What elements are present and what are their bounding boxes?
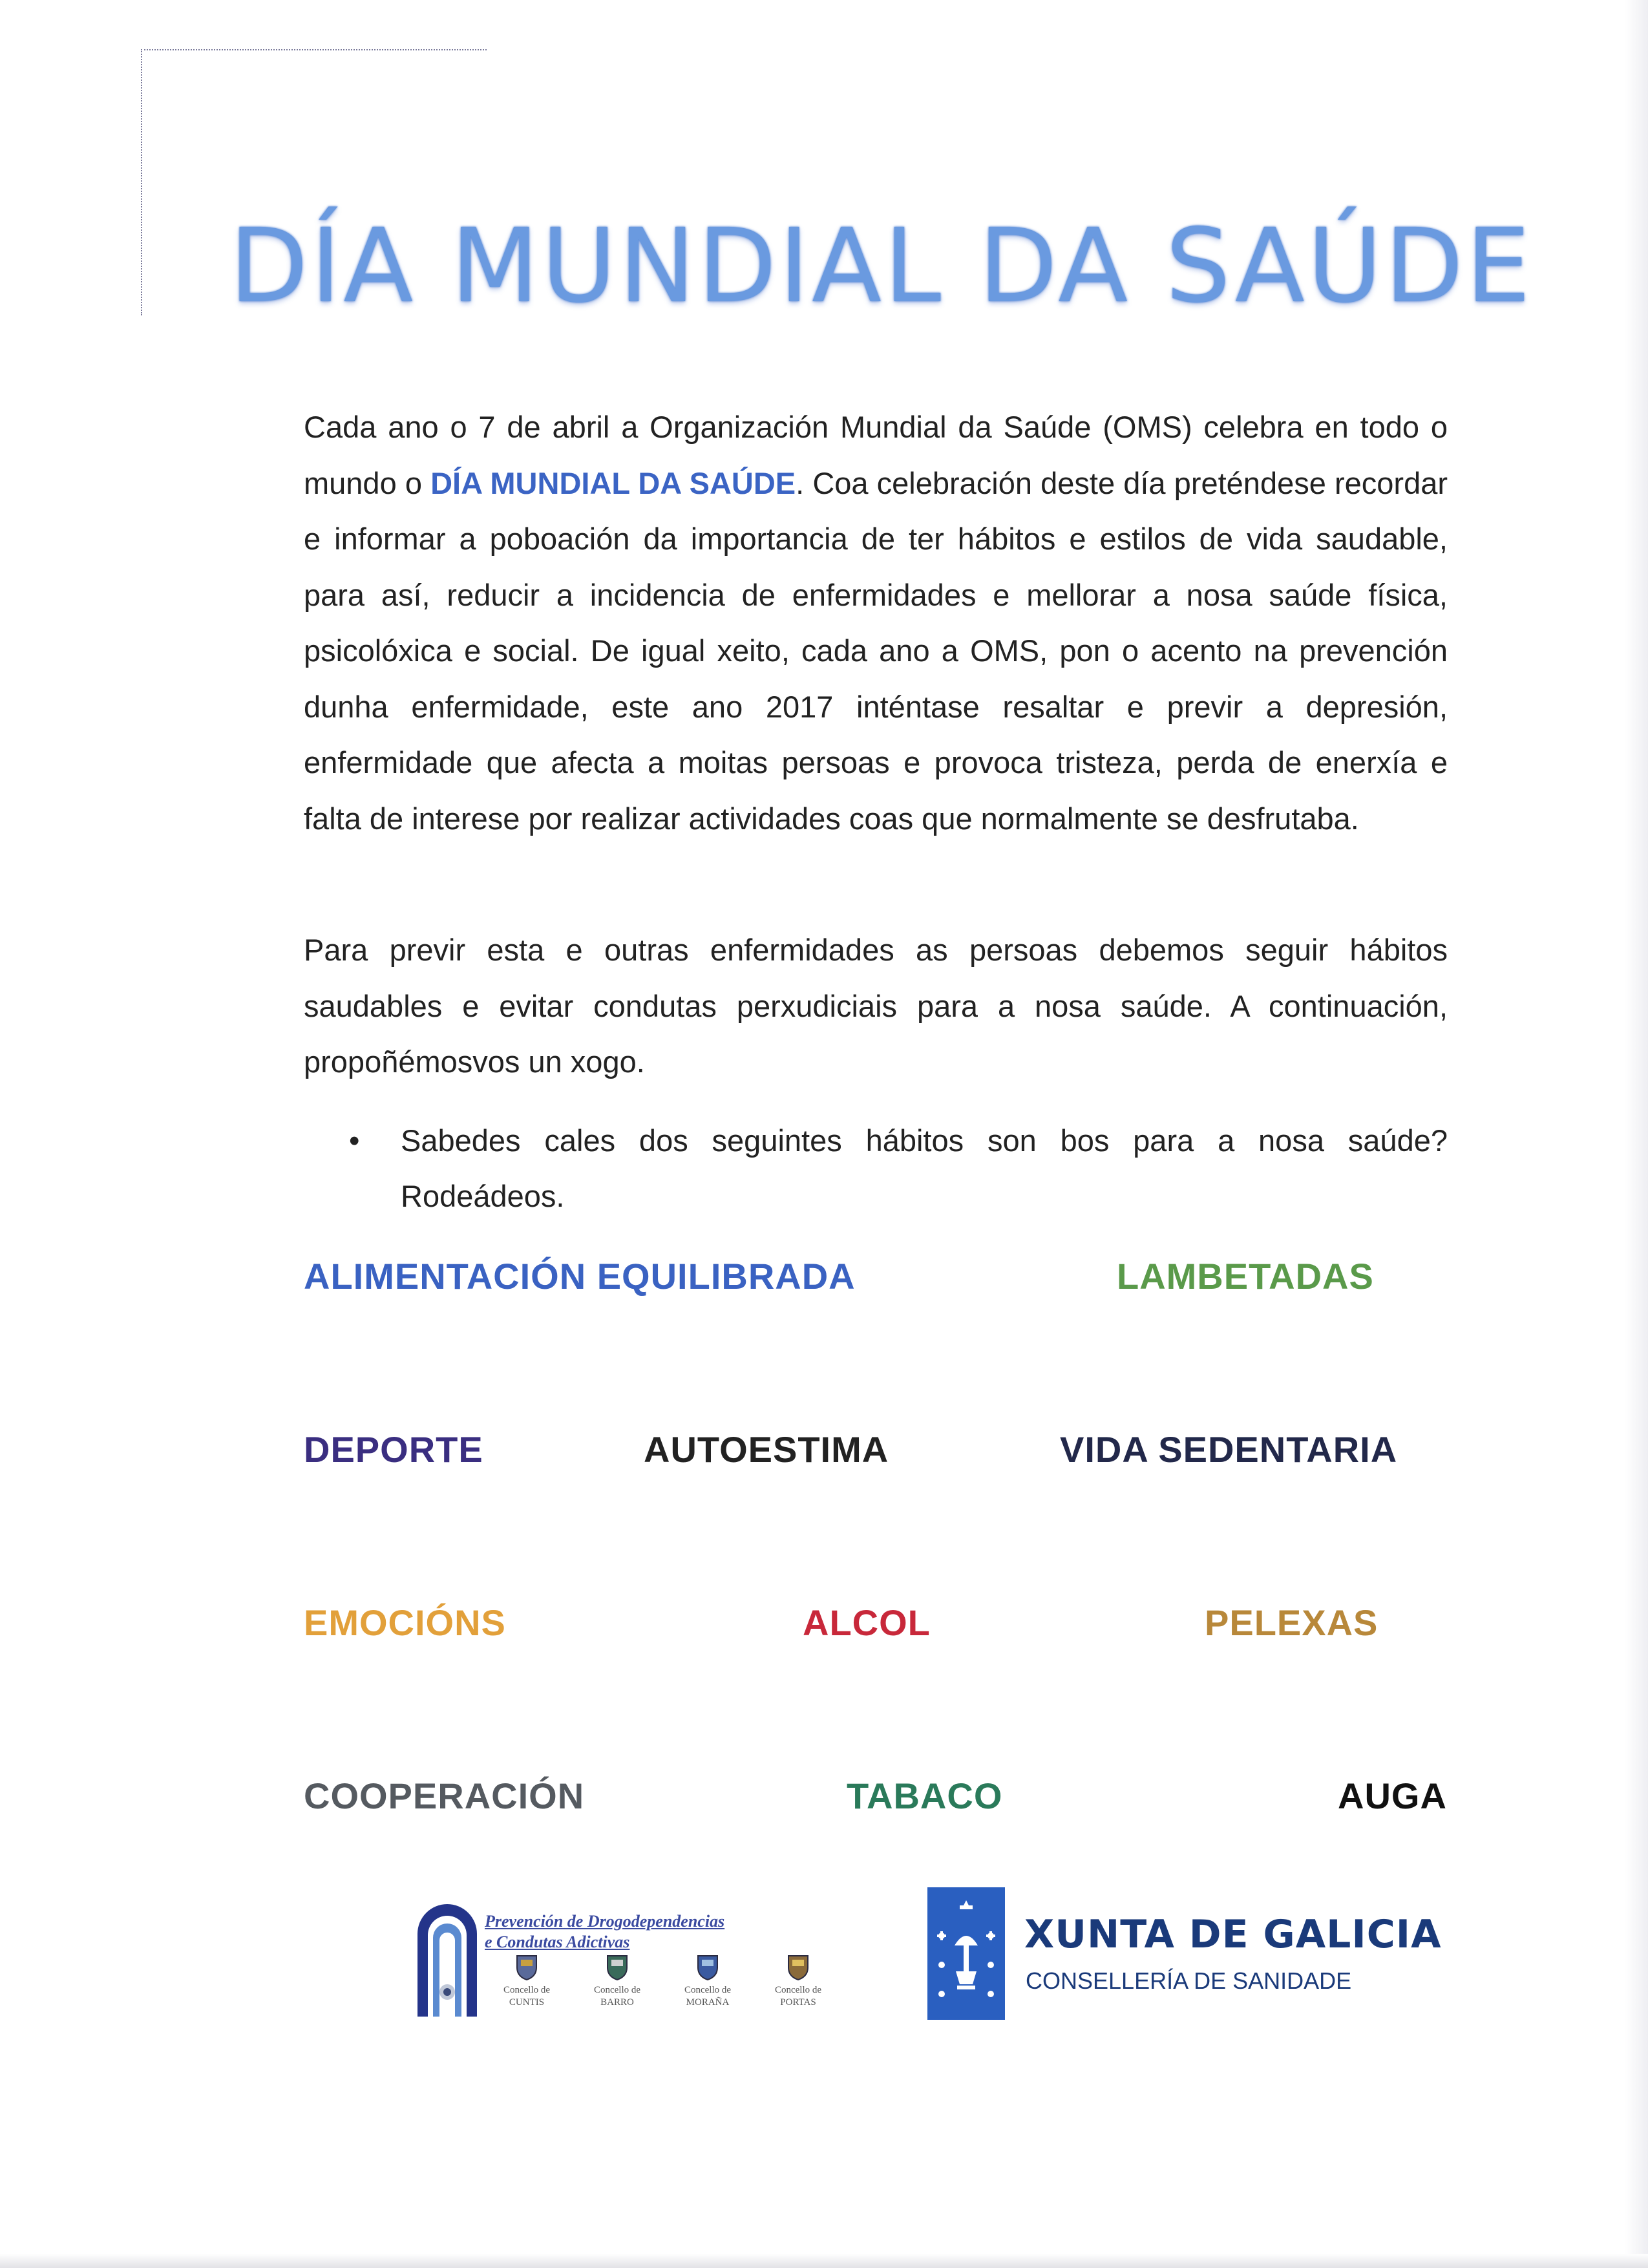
council-shield-icon [516, 1953, 538, 1980]
council-item [666, 1953, 750, 2008]
council-label: Concello de [684, 1985, 732, 1995]
habit-word[interactable]: DEPORTE [304, 1429, 483, 1470]
council-list [485, 1953, 840, 2022]
habit-word[interactable]: COOPERACIÓN [304, 1775, 585, 1816]
bullet-dot: • [349, 1123, 360, 1158]
xunta-name: XUNTA DE GALICIA [1024, 1912, 1442, 1957]
council-name: BARRO [600, 1997, 634, 2008]
arch-logo-icon [414, 1895, 481, 2017]
corner-mark-vertical [141, 49, 142, 315]
scan-edge [1625, 0, 1648, 2268]
intro-paragraph [304, 399, 1448, 847]
council-name: MORAÑA [686, 1997, 730, 2008]
galicia-coat-of-arms-icon [927, 1887, 1005, 2020]
prevention-title-line1: Prevención de Drogodependencias [485, 1912, 725, 1931]
habit-word[interactable]: EMOCIÓNS [304, 1602, 506, 1643]
council-shield-icon [697, 1953, 719, 1980]
council-item [485, 1953, 569, 2008]
habit-word[interactable]: VIDA SEDENTARIA [1060, 1429, 1398, 1470]
council-shield-icon [606, 1953, 628, 1980]
council-item [756, 1953, 840, 2008]
intro-highlight: DÍA MUNDIAL DA SAÚDE [430, 465, 796, 500]
intro-text-end: . Coa celebración deste día preténdese recordar e informar a poboación da importancia de ter hábitos e estilos de vida saudable, para así, reducir a incidencia de enfermidades e mellorar a nosa saúde física, psicolóxica e social. De igual xeito, cada ano a OMS, pon o acento na prevención dunha enfermidade, este ano 2017 inténtase resaltar e previr a depresión, enfermidade que afecta a moitas persoas e provoca tristeza, perda de enerxía e falta de interese por realizar actividades coas que normalmente se desfrutaba. [304, 465, 1448, 836]
council-name: PORTAS [780, 1997, 816, 2008]
second-paragraph: Para previr esta e outras enfermidades as persoas debemos seguir hábitos saudables e evitar condutas perxudiciais para a nosa saúde. A continuación, propoñémosvos un xogo. [304, 933, 1448, 1079]
scan-bottom-edge [0, 2254, 1648, 2268]
xunta-department: CONSELLERÍA DE SANIDADE [1026, 1967, 1352, 1994]
habit-word[interactable]: PELEXAS [1205, 1602, 1379, 1643]
bullet-question: Sabedes cales dos seguintes hábitos son bos para a nosa saúde? Rodeádeos. [401, 1123, 1448, 1213]
habit-word[interactable]: TABACO [847, 1775, 1003, 1816]
habit-word[interactable]: AUTOESTIMA [644, 1429, 889, 1470]
corner-mark-horizontal [141, 49, 487, 50]
council-item [575, 1953, 659, 2008]
page-title: DÍA MUNDIAL DA SAÚDE [229, 207, 1533, 326]
intro-text-start: Cada ano o 7 de abril a Organización Mundial da Saúde (OMS) celebra en todo o mundo o [304, 410, 1448, 500]
prevention-title-line2: e Condutas Adictivas [485, 1933, 630, 1951]
habit-word[interactable]: AUGA [1338, 1775, 1447, 1816]
habit-word[interactable]: ALIMENTACIÓN EQUILIBRADA [304, 1256, 856, 1297]
council-label: Concello de [774, 1985, 822, 1995]
council-shield-icon [787, 1953, 809, 1980]
prevention-logo [414, 1892, 840, 2022]
council-label: Concello de [593, 1985, 641, 1995]
habit-word[interactable]: LAMBETADAS [1117, 1256, 1374, 1297]
habit-word[interactable]: ALCOL [803, 1602, 931, 1643]
council-name: CUNTIS [509, 1997, 545, 2008]
council-label: Concello de [503, 1985, 551, 1995]
xunta-logo [927, 1887, 1442, 2023]
